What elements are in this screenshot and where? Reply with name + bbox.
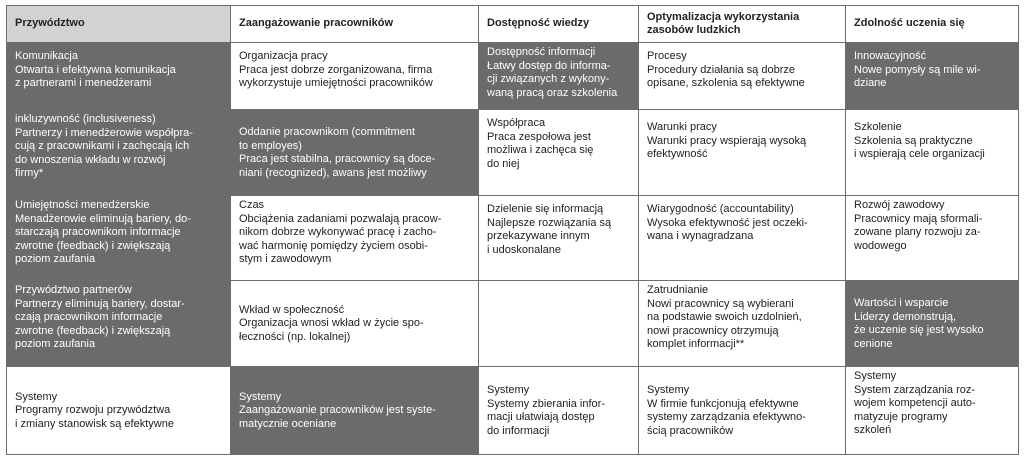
header-learning: Zdolność uczenia się xyxy=(846,6,1019,43)
cell-hiring: Zatrudnianie Nowi pracownicy są wybierani na podstawie swoich uzdolnień, nowi pracownicy otrzymują komplet informacji** xyxy=(639,281,846,367)
cell-professional-development: Rozwój zawodowy Pracownicy mają sformali- zowane plany rozwoju za- wodowego xyxy=(846,196,1019,281)
cell-information-access: Dostępność informacji Łatwy dostęp do informa- cji związanych z wykony- waną pracą oraz szkolenia xyxy=(479,43,639,110)
cell-hr-systems: Systemy W firmie funkcjonują efektywne systemy zarządzania efektywno- ścią pracowników xyxy=(639,367,846,455)
table-row xyxy=(7,43,1019,110)
cell-work-conditions: Warunki pracy Warunki pracy wspierają wysoką efektywność xyxy=(639,110,846,196)
cell-processes: Procesy Procedury działania są dobrze opisane, szkolenia są efektywne xyxy=(639,43,846,110)
header-knowledge: Dostępność wiedzy xyxy=(479,6,639,43)
cell-communication: Komunikacja Otwarta i efektywna komunikacja z partnerami i menedżerami xyxy=(7,43,231,110)
cell-values-support: Wartości i wsparcie Liderzy demonstrują, że uczenie się jest wysoko cenione xyxy=(846,281,1019,367)
table-row xyxy=(7,281,1019,367)
cell-work-organization: Organizacja pracy Praca jest dobrze zorganizowana, firma wykorzystuje umiejętności pracowników xyxy=(231,43,479,110)
cell-training: Szkolenie Szkolenia są praktyczne i wspierają cele organizacji xyxy=(846,110,1019,196)
table-row xyxy=(7,110,1019,196)
cell-cooperation: Współpraca Praca zespołowa jest możliwa i zachęca się do niej xyxy=(479,110,639,196)
cell-accountability: Wiarygodność (accountability) Wysoka efektywność jest oczeki- wana i wynagradzana xyxy=(639,196,846,281)
header-leadership: Przywództwo xyxy=(7,6,231,43)
cell-learning-systems: Systemy System zarządzania roz- wojem kompetencji auto- matyzuje programy szkoleń xyxy=(846,367,1019,455)
cell-leadership-systems: Systemy Programy rozwoju przywództwa i zmiany stanowisk są efektywne xyxy=(7,367,231,455)
cell-time: Czas Obciążenia zadaniami pozwalają pracow- nikom dobrze wykonywać pracę i zacho- wać harmonię pomiędzy życiem osobi- stym i zawodowym xyxy=(231,196,479,281)
header-engagement: Zaangażowanie pracowników xyxy=(231,6,479,43)
cell-inclusiveness: inkluzywność (inclusiveness) Partnerzy i menedżerowie współpra- cują z pracownikami i zachęcają ich do wnoszenia wkładu w rozwój firmy* xyxy=(7,110,231,196)
cell-community-contribution: Wkład w społeczność Organizacja wnosi wkład w życie spo- łeczności (np. lokalnej) xyxy=(231,281,479,367)
header-row xyxy=(7,6,1019,43)
cell-info-sharing: Dzielenie się informacją Najlepsze rozwiązania są przekazywane innym i udoskonalane xyxy=(479,196,639,281)
cell-partner-leadership: Przywództwo partnerów Partnerzy eliminują bariery, dostar- czają pracownikom informacje zwrotne (feedback) i zwiększają poziom zaufania xyxy=(7,281,231,367)
table-row xyxy=(7,367,1019,455)
competency-table xyxy=(6,5,1019,455)
cell-managerial-skills: Umiejętności menedżerskie Menadżerowie eliminują bariery, do- starczają pracownikom informacje zwrotne (feedback) i zwiększają poziom zaufania xyxy=(7,196,231,281)
cell-commitment: Oddanie pracownikom (commitment to employes) Praca jest stabilna, pracownicy są doce- niani (recognized), awans jest możliwy xyxy=(231,110,479,196)
cell-empty xyxy=(479,281,639,367)
table-row xyxy=(7,196,1019,281)
cell-knowledge-systems: Systemy Systemy zbierania infor- macji ułatwiają dostęp do informacji xyxy=(479,367,639,455)
cell-engagement-systems: Systemy Zaangażowanie pracowników jest syste- matycznie oceniane xyxy=(231,367,479,455)
cell-innovation: Innowacyjność Nowe pomysły są mile wi- dziane xyxy=(846,43,1019,110)
header-hr-optimization: Optymalizacja wykorzystania zasobów ludzkich xyxy=(639,6,846,43)
